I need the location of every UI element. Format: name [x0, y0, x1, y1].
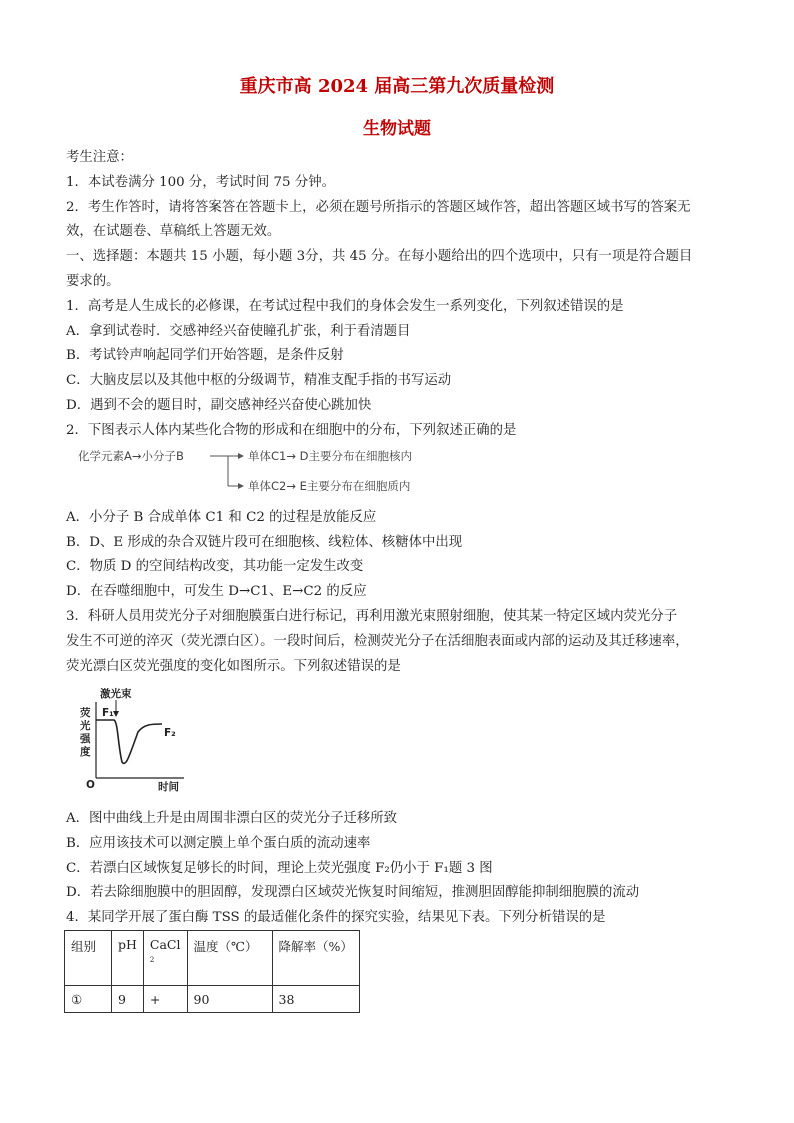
exam-title: 重庆市高 2024 届高三第九次质量检测 — [239, 76, 555, 97]
q1-option-c: C．大脑皮层以及其他中枢的分级调节，精准支配手指的书写运动 — [66, 373, 452, 388]
q1-stem: 1．高考是人生成长的必修课，在考试过程中我们的身体会发生一系列变化，下列叙述错误的是 — [66, 299, 624, 314]
laser-arrowhead — [113, 711, 119, 717]
q3-option-b: B．应用该技术可以测定膜上单个蛋白质的流动速率 — [66, 836, 371, 851]
cell-group: ① — [65, 986, 112, 1013]
q2-option-a: A．小分子 B 合成单体 C1 和 C2 的过程是放能反应 — [66, 510, 377, 525]
q1-option-b: B．考试铃声响起同学们开始答题，是条件反射 — [66, 348, 344, 363]
header-cacl2: CaCl 2 — [143, 931, 187, 986]
graph-f1-label: F₁ — [102, 707, 114, 719]
q2-option-b: B．D、E 形成的杂合双链片段可在细胞核、线粒体、核糖体中出现 — [66, 535, 463, 550]
q1-option-d: D．遇到不会的题目时，副交感神经兴奋使心跳加快 — [66, 398, 372, 413]
exam-subtitle: 生物试题 — [363, 119, 431, 139]
q2-flow-diagram — [78, 446, 458, 498]
graph-ylabel-1: 荧 — [80, 707, 91, 719]
q3-stem-line-2: 发生不可逆的淬灭（荧光漂白区）。一段时间后，检测荧光分子在活细胞表面或内部的运动及其迁移速率， — [66, 634, 689, 649]
diagram-start-label: 化学元素A→小分子B — [78, 449, 184, 463]
notice-item-2-line-2: 效，在试题卷、草稿纸上答题无效。 — [66, 224, 281, 239]
q4-stem: 4．某同学开展了蛋白酶 TSS 的最适催化条件的探究实验，结果见下表。下列分析错误的是 — [66, 910, 606, 925]
q3-option-d: D．若去除细胞膜中的胆固醇，发现漂白区域荧光恢复时间缩短，推测胆固醇能抑制细胞膜的流动 — [66, 885, 640, 900]
q1-option-a: A．拿到试卷时．交感神经兴奋使瞳孔扩张，利于看清题目 — [66, 324, 411, 339]
q4-results-table — [64, 930, 360, 1013]
q3-option-c: C．若漂白区域恢复足够长的时间，理论上荧光强度 F₂仍小于 F₁题 3 图 — [66, 861, 493, 876]
graph-ylabel-3: 强 — [80, 733, 91, 745]
cell-temperature: 90 — [187, 986, 272, 1013]
notice-item-1: 1．本试卷满分 100 分，考试时间 75 分钟。 — [66, 175, 336, 190]
q2-option-d: D．在吞噬细胞中，可发生 D→C1、E→C2 的反应 — [66, 584, 367, 599]
table-header-row — [65, 931, 360, 986]
header-ph: pH — [112, 931, 144, 986]
notice-heading: 考生注意： — [66, 150, 133, 165]
cell-cacl2: + — [143, 986, 187, 1013]
table-row — [65, 986, 360, 1013]
q3-option-a: A．图中曲线上升是由周围非漂白区的荧光分子迁移所致 — [66, 811, 398, 826]
graph-f2-label: F₂ — [164, 727, 176, 739]
cell-degradation-rate: 38 — [272, 986, 359, 1013]
q3-stem-line-3: 荧光漂白区荧光强度的变化如图所示。下列叙述错误的是 — [66, 659, 401, 674]
q2-option-c: C．物质 D 的空间结构改变，其功能一定发生改变 — [66, 559, 364, 574]
header-group: 组别 — [65, 931, 112, 986]
diagram-arrowhead — [238, 453, 244, 459]
cacl2-subscript: 2 — [149, 956, 155, 964]
section-instruction-line-1: 一、选择题：本题共 15 小题，每小题 3分，共 45 分。在每小题给出的四个选项中，只有一项是符合题目 — [66, 249, 693, 264]
q2-stem: 2．下图表示人体内某些化合物的形成和在细胞中的分布，下列叙述正确的是 — [66, 423, 517, 438]
diagram-branch-1: 单体C1→ D主要分布在细胞核内 — [248, 449, 412, 463]
header-degradation-rate: 降解率（%） — [272, 931, 359, 986]
cell-ph: 9 — [112, 986, 144, 1013]
fluorescence-curve — [96, 720, 162, 763]
diagram-branch-2: 单体C2→ E主要分布在细胞质内 — [248, 479, 411, 493]
diagram-arrowhead — [238, 483, 244, 489]
graph-laser-label: 激光束 — [100, 688, 132, 700]
graph-xlabel: 时间 — [158, 781, 179, 793]
notice-item-2-line-1: 2．考生作答时，请将答案答在答题卡上，必须在题号所指示的答题区域作答，超出答题区域书写的答案无 — [66, 200, 691, 215]
graph-ylabel-2: 光 — [80, 720, 91, 732]
section-instruction-line-2: 要求的。 — [66, 274, 120, 289]
graph-origin-label: O — [86, 779, 95, 791]
header-temperature: 温度（℃） — [187, 931, 272, 986]
q3-fluorescence-graph — [74, 686, 194, 794]
graph-ylabel-4: 度 — [80, 746, 91, 758]
q3-stem-line-1: 3．科研人员用荧光分子对细胞膜蛋白进行标记，再利用激光束照射细胞，使其某一特定区域内荧光分子 — [66, 609, 678, 624]
